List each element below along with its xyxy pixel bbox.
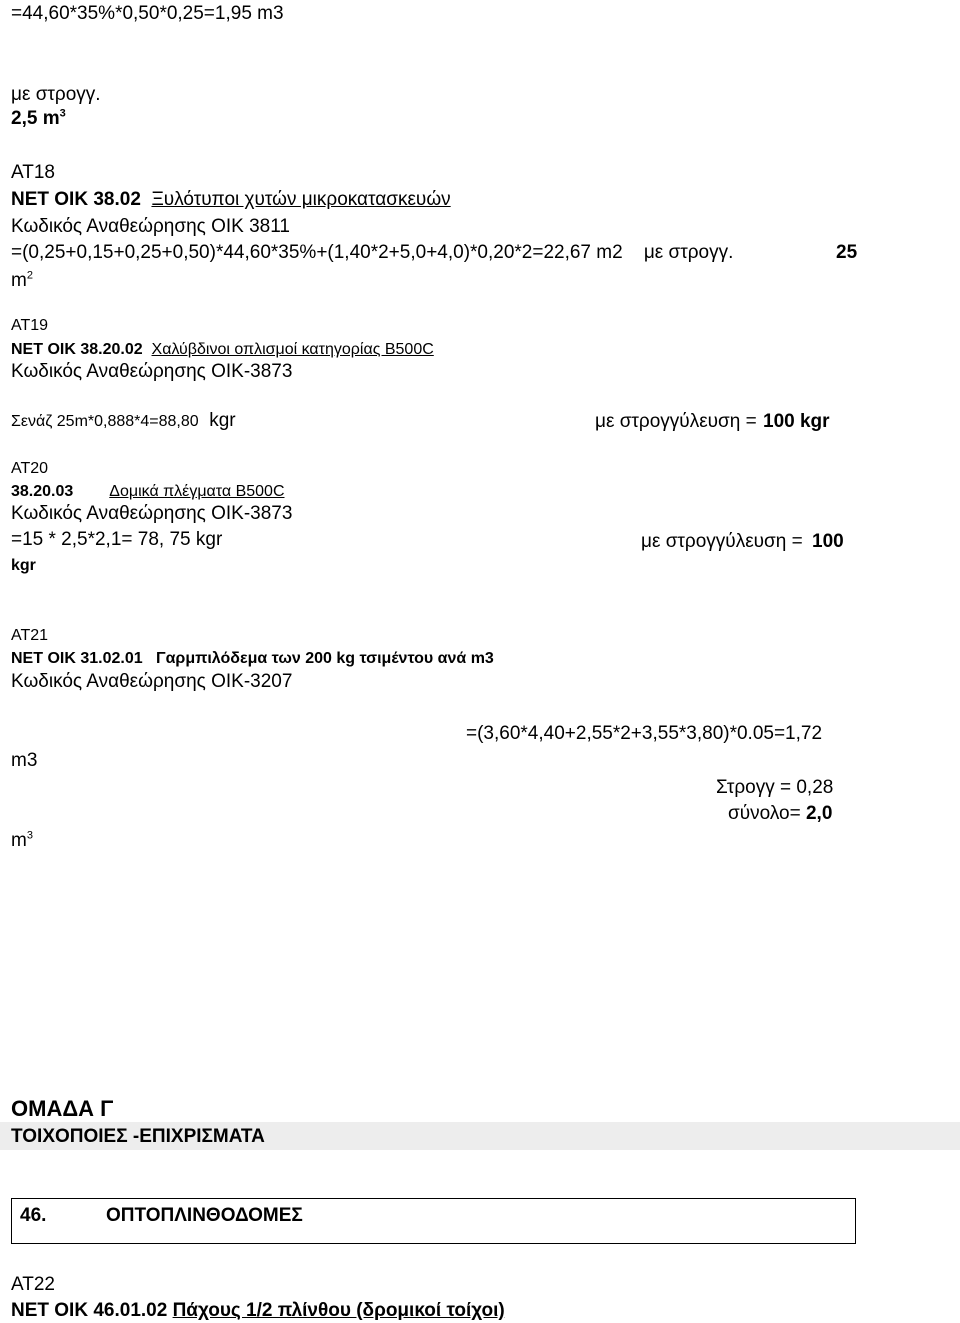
- at21-title: ΑΤ21: [11, 627, 49, 644]
- at21-revision-code: Κωδικός Αναθεώρησης ΟΙΚ-3207: [11, 671, 293, 692]
- at18-heading: ΝΕΤ ΟΙΚ 38.02 Ξυλότυποι χυτών μικροκατασκευών: [11, 189, 451, 210]
- section-label: ΟΠΤΟΠΛΙΝΘΟΔΟΜΕΣ: [106, 1205, 303, 1226]
- at20-revision-code: Κωδικός Αναθεώρησης ΟΙΚ-3873: [11, 503, 293, 524]
- at21-rounding: Στρογγ = 0,28: [716, 777, 834, 798]
- at21-heading: ΝΕΤ ΟΙΚ 31.02.01 Γαρμπιλόδεμα των 200 kg τσιμέντου ανά m3: [11, 650, 494, 667]
- at21-calculation: =(3,60*4,40+2,55*2+3,55*3,80)*0.05=1,72: [466, 723, 823, 744]
- at19-result: 100 kgr: [763, 411, 830, 432]
- at22-heading: ΝΕΤ ΟΙΚ 46.01.02 Πάχους 1/2 πλίνθου (δρομικοί τοίχοι): [11, 1300, 505, 1321]
- at20-heading: 38.20.03 Δομικά πλέγματα Β500C: [11, 483, 285, 500]
- at19-rounding-label: με στρογγύλευση =: [595, 411, 757, 432]
- at19-revision-code: Κωδικός Αναθεώρησης ΟΙΚ-3873: [11, 361, 293, 382]
- calc-line-1: =44,60*35%*0,50*0,25=1,95 m3: [11, 3, 284, 24]
- at20-title: ΑΤ20: [11, 460, 49, 477]
- at20-unit: kgr: [11, 557, 36, 574]
- group-subtitle: ΤΟΙΧΟΠΟΙΕΣ -ΕΠΙΧΡΙΣΜΑΤΑ: [11, 1126, 265, 1147]
- at18-unit: $m^2$: [11, 269, 33, 291]
- rounding-label: με στρογγ.: [11, 84, 101, 105]
- section-box: [11, 1198, 856, 1244]
- at22-title: ΑΤ22: [11, 1274, 56, 1295]
- at19-calculation: Σενάζ 25m*0,888*4=88,80 kgr: [11, 410, 236, 431]
- at20-result: 100: [812, 531, 844, 552]
- rounded-result: 2,5 $m^3$: [11, 107, 66, 129]
- at19-title: ΑΤ19: [11, 317, 49, 334]
- at20-calculation: =15 * 2,5*2,1= 78, 75 kgr: [11, 529, 223, 550]
- at18-calculation: =(0,25+0,15+0,25+0,50)*44,60*35%+(1,40*2+5,0+4,0)*0,20*2=22,67 m2 με στρογγ.: [11, 242, 734, 263]
- at19-heading: ΝΕΤ ΟΙΚ 38.20.02 Χαλύβδινοι οπλισμοί κατηγορίας Β500C: [11, 341, 434, 358]
- at21-unit-m3: m3: [11, 750, 38, 771]
- at18-result: 25: [836, 242, 858, 263]
- group-title: ΟΜΑΔΑ Γ: [11, 1096, 114, 1121]
- at21-total: σύνολο= 2,0: [728, 803, 833, 824]
- at21-unit-m3-super: $m^3$: [11, 829, 33, 851]
- section-number: 46.: [20, 1205, 47, 1226]
- at18-revision-code: Κωδικός Αναθεώρησης ΟΙΚ 3811: [11, 216, 290, 237]
- at18-title: ΑΤ18: [11, 162, 56, 183]
- at20-rounding-label: με στρογγύλευση =: [641, 531, 803, 552]
